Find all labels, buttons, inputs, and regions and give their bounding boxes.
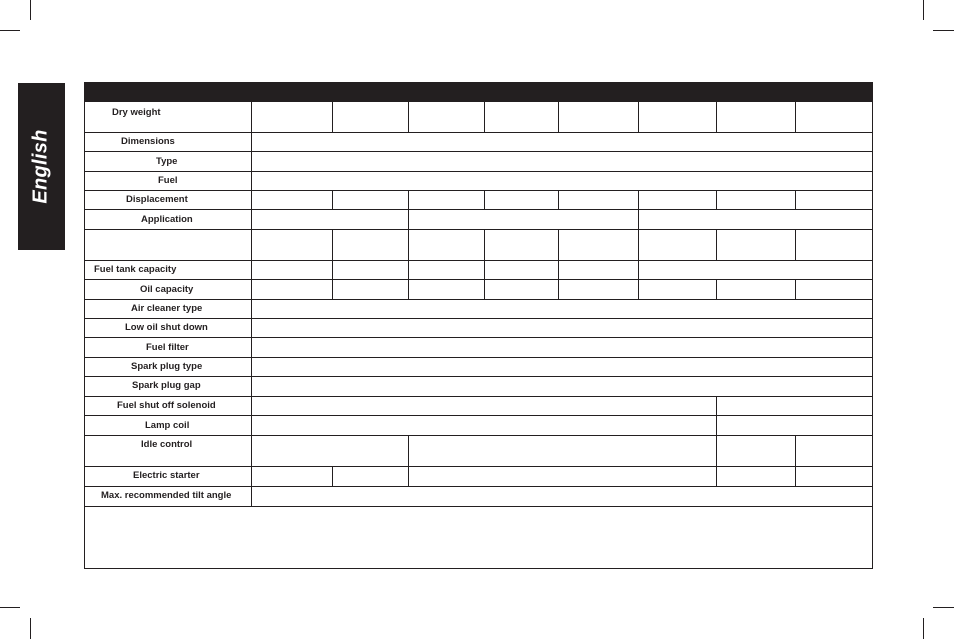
row-label-spark-plug-type: Spark plug type: [131, 361, 203, 372]
cell-divider: [408, 466, 409, 486]
label-column-divider: [251, 102, 252, 506]
cell-divider: [408, 279, 409, 299]
row-divider: [85, 260, 872, 261]
row-divider: [85, 506, 872, 507]
row-divider: [85, 132, 872, 133]
crop-mark: [933, 30, 954, 31]
cell-divider: [638, 229, 639, 260]
row-label-dry-weight: Dry weight: [112, 107, 161, 118]
row-label-fuel-filter: Fuel filter: [146, 342, 189, 353]
cell-divider: [716, 190, 717, 209]
cell-divider: [408, 229, 409, 260]
cell-divider: [484, 102, 485, 132]
row-label-displacement: Displacement: [126, 194, 188, 205]
cell-divider: [408, 209, 409, 229]
row-divider: [85, 376, 872, 377]
cell-divider: [638, 260, 639, 279]
row-label-dimensions: Dimensions: [121, 136, 175, 147]
cell-divider: [795, 435, 796, 466]
cell-divider: [484, 229, 485, 260]
cell-divider: [332, 260, 333, 279]
language-tab: [18, 83, 65, 250]
row-divider: [85, 415, 872, 416]
row-divider: [85, 190, 872, 191]
cell-divider: [716, 279, 717, 299]
cell-divider: [558, 102, 559, 132]
cell-divider: [795, 190, 796, 209]
row-label-electric-starter: Electric starter: [133, 470, 200, 481]
cell-divider: [408, 260, 409, 279]
row-divider: [85, 151, 872, 152]
cell-divider: [484, 279, 485, 299]
row-divider: [85, 466, 872, 467]
cell-divider: [638, 190, 639, 209]
row-label-lamp-coil: Lamp coil: [145, 420, 190, 431]
cell-divider: [332, 229, 333, 260]
cell-divider: [795, 229, 796, 260]
cell-divider: [795, 466, 796, 486]
row-divider: [85, 279, 872, 280]
row-divider: [85, 171, 872, 172]
cell-divider: [795, 279, 796, 299]
cell-divider: [716, 396, 717, 435]
row-divider: [85, 229, 872, 230]
crop-mark: [0, 30, 20, 31]
crop-mark: [933, 607, 954, 608]
cell-divider: [558, 190, 559, 209]
cell-divider: [332, 466, 333, 486]
language-tab-label: English: [30, 129, 53, 204]
row-label-idle-control: Idle control: [141, 439, 193, 450]
cell-divider: [716, 466, 717, 486]
cell-divider: [484, 260, 485, 279]
cell-divider: [638, 102, 639, 132]
crop-mark: [30, 0, 31, 20]
cell-divider: [408, 102, 409, 132]
row-divider: [85, 396, 872, 397]
crop-mark: [923, 618, 924, 639]
row-divider: [85, 435, 872, 436]
row-divider: [85, 357, 872, 358]
cell-divider: [408, 190, 409, 209]
row-divider: [85, 299, 872, 300]
row-label-low-oil-shut-down: Low oil shut down: [125, 322, 208, 333]
row-label-oil-capacity: Oil capacity: [140, 284, 194, 295]
row-divider: [85, 318, 872, 319]
cell-divider: [332, 190, 333, 209]
cell-divider: [795, 102, 796, 132]
crop-mark: [30, 618, 31, 639]
crop-mark: [923, 0, 924, 20]
row-divider: [85, 209, 872, 210]
row-divider: [85, 486, 872, 487]
row-divider: [85, 337, 872, 338]
cell-divider: [558, 260, 559, 279]
spec-table: [84, 82, 873, 569]
cell-divider: [332, 102, 333, 132]
cell-divider: [484, 190, 485, 209]
row-label-spark-plug-gap: Spark plug gap: [132, 380, 201, 391]
crop-mark: [0, 607, 20, 608]
row-label-fuel-tank-capacity: Fuel tank capacity: [94, 264, 177, 275]
cell-divider: [408, 435, 409, 466]
cell-divider: [716, 435, 717, 466]
cell-divider: [638, 209, 639, 229]
row-label-fuel: Fuel: [158, 175, 178, 186]
row-label-air-cleaner-type: Air cleaner type: [131, 303, 203, 314]
row-label-fuel-shut-off-solenoid: Fuel shut off solenoid: [117, 400, 216, 411]
cell-divider: [558, 279, 559, 299]
cell-divider: [332, 279, 333, 299]
row-label-application: Application: [141, 214, 193, 225]
row-label-type: Type: [156, 156, 178, 167]
cell-divider: [716, 229, 717, 260]
cell-divider: [716, 102, 717, 132]
cell-divider: [638, 279, 639, 299]
cell-divider: [558, 229, 559, 260]
table-header-bar: [85, 83, 872, 102]
row-label-max-tilt-angle: Max. recommended tilt angle: [101, 490, 232, 501]
